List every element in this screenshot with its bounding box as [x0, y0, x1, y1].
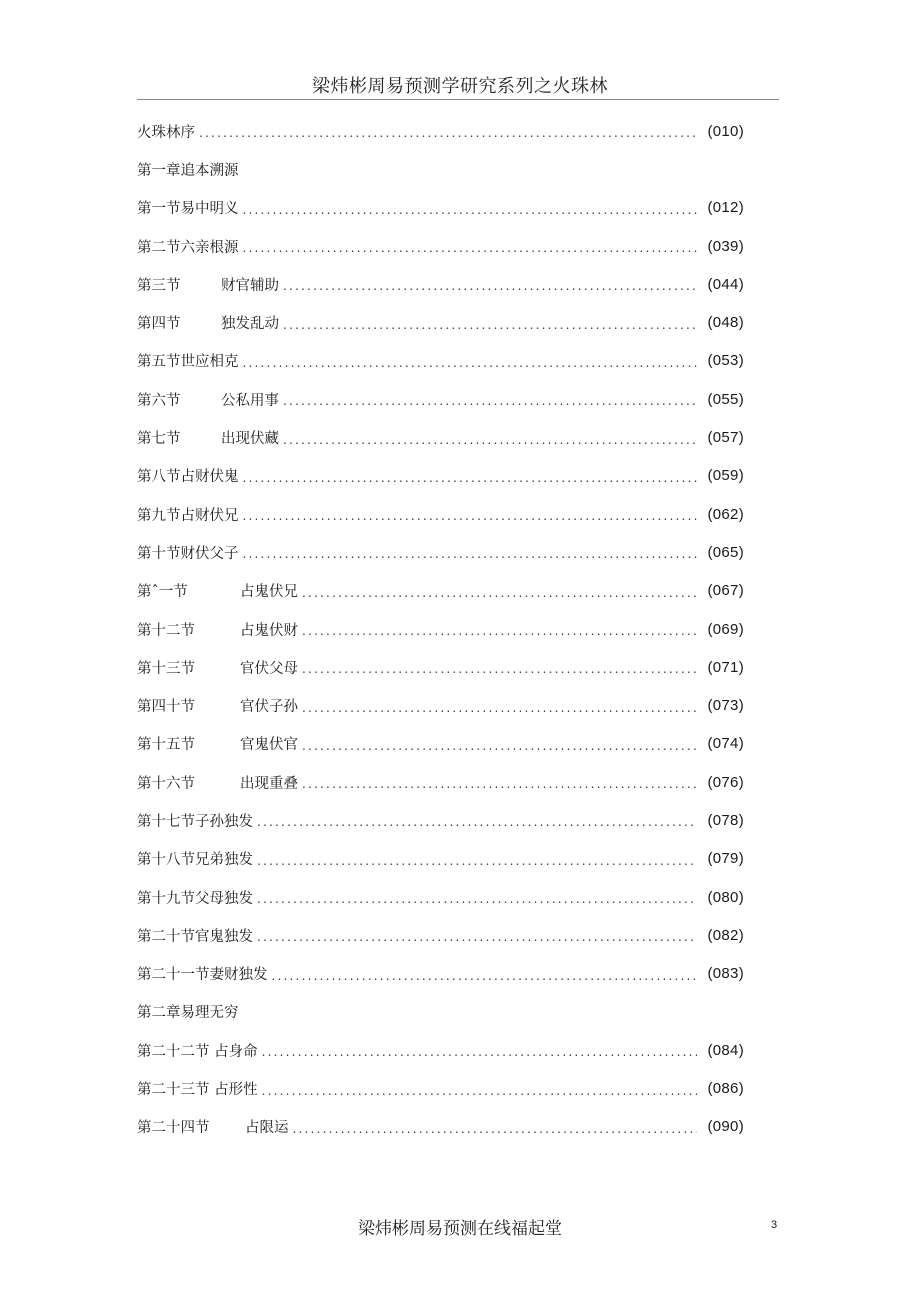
chapter-title: 第二章易理无穷 [137, 1005, 239, 1022]
section-title: 第二十节官鬼独发 [137, 928, 253, 945]
toc-entry[interactable] [137, 725, 744, 763]
page-ref: (080) [707, 888, 744, 906]
toc-entry[interactable] [137, 112, 744, 150]
dot-leader [283, 394, 697, 408]
page-ref: (039) [707, 237, 744, 255]
page-ref: (071) [707, 658, 744, 676]
section-title: 第八节占财伏鬼 [137, 469, 239, 486]
section-title: 占鬼伏兄 [240, 584, 298, 601]
toc-entry[interactable] [137, 380, 744, 418]
toc-entry[interactable] [137, 1069, 744, 1107]
section-number: 第十三节 [137, 660, 195, 677]
page-ref: (048) [707, 314, 744, 332]
section-number: 第四节 [137, 316, 181, 333]
page-number: 3 [771, 1219, 778, 1231]
section-title: 官鬼伏官 [240, 737, 298, 754]
section-title: 第十九节父母独发 [137, 890, 253, 907]
toc-entry[interactable] [137, 189, 744, 227]
dot-leader [199, 126, 697, 140]
dot-leader [262, 1045, 698, 1059]
toc-entry[interactable] [137, 840, 744, 878]
dot-leader [302, 701, 697, 715]
section-number: 第十五节 [137, 737, 195, 754]
toc-entry[interactable] [137, 418, 744, 456]
dot-leader [302, 624, 697, 638]
section-title: 第二十一节妻财独发 [137, 967, 268, 984]
dot-leader [243, 471, 698, 485]
toc-entry[interactable] [137, 916, 744, 954]
section-title: 第二十三节 占形性 [137, 1082, 258, 1099]
page-ref: (074) [707, 735, 744, 753]
section-number: 第十二节 [137, 622, 195, 639]
footer-text: 梁炜彬周易预测在线福起堂 [358, 1219, 562, 1239]
toc-entry[interactable] [137, 227, 744, 265]
section-title: 占鬼伏财 [240, 622, 298, 639]
section-number: 第六节 [137, 392, 181, 409]
dot-leader [283, 279, 697, 293]
page-ref: (079) [707, 850, 744, 868]
dot-leader [243, 203, 698, 217]
toc-entry[interactable] [137, 648, 744, 686]
page-ref: (062) [707, 505, 744, 523]
toc-entry[interactable] [137, 495, 744, 533]
toc-entry[interactable] [137, 572, 744, 610]
toc-entry[interactable] [137, 533, 744, 571]
toc-entry[interactable] [137, 1031, 744, 1069]
dot-leader [262, 1084, 698, 1098]
toc-entry[interactable] [137, 686, 744, 724]
dot-leader [283, 433, 697, 447]
page-ref: (069) [707, 620, 744, 638]
page-ref: (082) [707, 926, 744, 944]
toc-entry[interactable] [137, 342, 744, 380]
section-number: 第三节 [137, 277, 181, 294]
page-ref: (044) [707, 275, 744, 293]
section-title: 财官辅助 [221, 277, 279, 294]
dot-leader [243, 547, 698, 561]
section-title: 独发乱动 [221, 316, 279, 333]
section-title: 第十节财伏父子 [137, 545, 239, 562]
dot-leader [302, 739, 697, 753]
running-header: 梁炜彬周易预测学研究系列之火珠林 [312, 76, 608, 97]
header-rule [137, 99, 779, 100]
section-title: 占限运 [245, 1120, 289, 1137]
dot-leader [243, 241, 698, 255]
section-title: 第二节六亲根源 [137, 239, 239, 256]
toc-entry[interactable] [137, 801, 744, 839]
chapter-title: 第一章追本溯源 [137, 162, 239, 179]
section-number: 第十六节 [137, 775, 195, 792]
dot-leader [283, 318, 697, 332]
page-ref: (073) [707, 697, 744, 715]
toc-entry[interactable] [137, 265, 744, 303]
toc-entry[interactable] [137, 457, 744, 495]
section-number: 第七节 [137, 431, 181, 448]
section-title: 出现伏藏 [221, 431, 279, 448]
section-title: 出现重叠 [240, 775, 298, 792]
toc-entry[interactable] [137, 763, 744, 801]
section-title: 官伏父母 [240, 660, 298, 677]
section-number: 第四十节 [137, 699, 195, 716]
page-ref: (059) [707, 467, 744, 485]
page-ref: (083) [707, 965, 744, 983]
section-number: 第ˆ一节 [137, 584, 188, 601]
section-title: 第九节占财伏兄 [137, 507, 239, 524]
section-title: 第五节世应相克 [137, 354, 239, 371]
section-title: 第二十二节 占身命 [137, 1043, 258, 1060]
toc-entry[interactable] [137, 878, 744, 916]
section-title: 第十七节子孙独发 [137, 813, 253, 830]
toc-entry[interactable] [137, 610, 744, 648]
page-ref: (084) [707, 1041, 744, 1059]
dot-leader [243, 509, 698, 523]
dot-leader [257, 892, 697, 906]
dot-leader [293, 1122, 698, 1136]
dot-leader [302, 586, 697, 600]
page-ref: (012) [707, 199, 744, 217]
section-title: 官伏子孙 [240, 699, 298, 716]
dot-leader [257, 930, 697, 944]
page-ref: (053) [707, 352, 744, 370]
page-ref: (067) [707, 582, 744, 600]
page-ref: (010) [707, 122, 744, 140]
chapter-heading [137, 993, 744, 1031]
page-ref: (086) [707, 1080, 744, 1098]
section-title: 公私用事 [221, 392, 279, 409]
dot-leader [257, 815, 697, 829]
section-title: 第十八节兄弟独发 [137, 852, 253, 869]
page-ref: (090) [707, 1118, 744, 1136]
dot-leader [243, 356, 698, 370]
page-ref: (055) [707, 390, 744, 408]
table-of-contents [137, 112, 744, 1146]
page-ref: (065) [707, 543, 744, 561]
page-ref: (057) [707, 429, 744, 447]
dot-leader [302, 777, 697, 791]
toc-entry[interactable] [137, 955, 744, 993]
toc-entry[interactable] [137, 1108, 744, 1146]
section-number: 第二十四节 [137, 1120, 210, 1137]
section-title: 火珠林序 [137, 124, 195, 141]
dot-leader [257, 854, 697, 868]
section-title: 第一节易中明义 [137, 201, 239, 218]
page-ref: (076) [707, 773, 744, 791]
dot-leader [302, 662, 697, 676]
page-ref: (078) [707, 811, 744, 829]
dot-leader [272, 969, 698, 983]
toc-entry[interactable] [137, 303, 744, 341]
chapter-heading [137, 150, 744, 188]
